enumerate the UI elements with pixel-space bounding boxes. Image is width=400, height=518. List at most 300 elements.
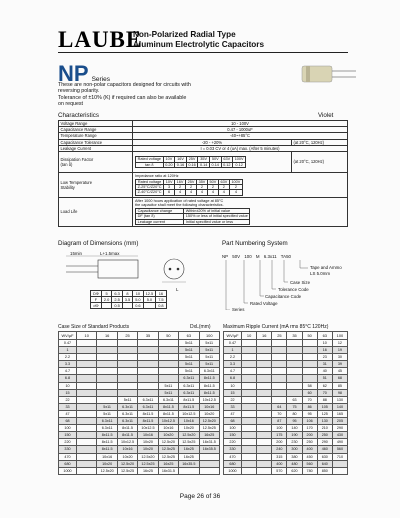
table-cell (287, 389, 302, 396)
table-cell: 8x11.5 (138, 418, 158, 425)
pn-capacitance: 100 (244, 254, 252, 259)
voltage-cell: 100V (229, 179, 242, 184)
table-row (224, 361, 348, 368)
table-cell: 100 (272, 425, 287, 432)
table-cell: 5x11 (179, 361, 199, 368)
table-cell (272, 368, 287, 375)
table-cell: 105 (317, 403, 332, 410)
pn-voltage: 50V (232, 254, 241, 259)
voltage-cell: 35V (198, 157, 210, 162)
dim-cell (101, 303, 111, 309)
table-cell: 10x20 (97, 460, 117, 467)
table-cell: 6.3x11 (97, 425, 117, 432)
char-value: I = 0.03 CV or 4 (uA) max. (After 5 minutes) (133, 145, 348, 151)
table-cell (242, 368, 257, 375)
table-cell: 106 (302, 418, 317, 425)
table-cell (199, 453, 219, 460)
table-cell: 5x11 (117, 396, 137, 403)
char-row (59, 139, 348, 145)
dissipation-row (59, 152, 348, 173)
table-cell: 205 (332, 418, 347, 425)
table-cell: 640 (317, 460, 332, 467)
table-cell: 400 (302, 446, 317, 453)
table-cell (272, 347, 287, 354)
table-cell (77, 439, 97, 446)
dim-label-d: L (176, 287, 179, 292)
table-cell: 45 (332, 368, 347, 375)
column-header: 100 (332, 332, 347, 340)
dimensions-heading: Diagram of Dimensions (mm) (58, 240, 139, 247)
ratio-cell: 2 (186, 185, 197, 190)
dimension-table (90, 290, 167, 309)
table-row (59, 460, 220, 467)
table-row (59, 439, 220, 446)
table-cell: 60 (302, 389, 317, 396)
table-cell: 710 (332, 453, 347, 460)
table-cell: 16x31.5 (199, 439, 219, 446)
row-capacitance: 6.8 (224, 375, 242, 382)
table-cell: 12.5x25 (138, 460, 158, 467)
table-cell (257, 375, 272, 382)
table-cell: 40 (317, 368, 332, 375)
dim-label-15min: 15min (70, 251, 82, 256)
column-header: 63 (317, 332, 332, 340)
table-cell (97, 361, 117, 368)
case-size-header-row (59, 332, 220, 340)
table-cell: 16x25 (199, 432, 219, 439)
ratio-cell: 2 (218, 185, 229, 190)
load-life-item: DF (tan δ) (136, 214, 184, 219)
table-cell (242, 389, 257, 396)
table-cell: 16 (317, 347, 332, 354)
voltage-cell: 16V (175, 157, 187, 162)
load-life-line: After 1000 hours application of rated voltage at 85°C (135, 198, 224, 203)
table-cell: 10x20 (138, 446, 158, 453)
row-capacitance: 47 (224, 410, 242, 417)
table-cell (77, 432, 97, 439)
table-cell (257, 368, 272, 375)
corner-cell: WV/µF (59, 332, 77, 340)
column-header: 16 (97, 332, 117, 340)
dim-cell: 5.0 (133, 297, 143, 303)
pn-legend-voltage: Rated Voltage (250, 301, 278, 306)
table-cell (242, 410, 257, 417)
table-cell (242, 432, 257, 439)
char-label: Temperature Range (59, 133, 133, 139)
corner-cell: WV/µF (224, 332, 242, 340)
table-cell (302, 375, 317, 382)
row-capacitance: 1000 (59, 467, 77, 474)
table-row (59, 375, 220, 382)
table-cell: 10x16 (97, 453, 117, 460)
dim-cell: 5.0 (143, 297, 156, 303)
table-cell (138, 354, 158, 361)
dim-cell (122, 303, 132, 309)
row-capacitance: 3.3 (224, 361, 242, 368)
header-title-line1: Non-Polarized Radial Type (133, 30, 236, 39)
table-cell (302, 368, 317, 375)
intro-text (58, 82, 258, 108)
table-cell (77, 361, 97, 368)
table-cell: 140 (287, 425, 302, 432)
table-cell: 5x11 (179, 340, 199, 347)
table-cell: 16x25 (158, 460, 178, 467)
table-cell: 16x25 (138, 467, 158, 474)
table-row (224, 432, 348, 439)
low-temp-label (59, 173, 133, 198)
table-cell (242, 418, 257, 425)
table-cell (257, 453, 272, 460)
table-cell: 8x11.5 (97, 439, 117, 446)
table-cell (302, 361, 317, 368)
table-cell: 31 (317, 361, 332, 368)
table-cell: 5x11 (199, 340, 219, 347)
table-cell: 12.5x25 (117, 467, 137, 474)
intro-line: Tolerance of ±10% (K) if required can also be available (58, 94, 187, 101)
voltage-cell: 10V (164, 179, 175, 184)
table-cell (138, 340, 158, 347)
table-row (224, 340, 348, 347)
table-cell (97, 375, 117, 382)
dim-row (91, 303, 167, 309)
table-cell: 8x11.5 (97, 432, 117, 439)
table-cell (302, 347, 317, 354)
table-cell: 5x11 (97, 410, 117, 417)
table-cell: 140 (332, 403, 347, 410)
table-cell: 125 (317, 410, 332, 417)
load-life-item: Leakage current (136, 219, 184, 224)
table-cell: 51 (317, 375, 332, 382)
load-life-spec: Initial specified value or less (184, 219, 250, 224)
table-cell: 10x20 (199, 410, 219, 417)
table-cell (272, 389, 287, 396)
table-cell: 315 (272, 453, 287, 460)
case-size-body (59, 340, 220, 475)
table-cell: 6.3x11 (158, 396, 178, 403)
table-cell: 5x11 (199, 347, 219, 354)
table-cell (77, 403, 97, 410)
row-capacitance: 330 (59, 446, 77, 453)
char-note: (at 20°C, 120Hz) (292, 139, 348, 145)
table-row (59, 410, 220, 417)
row-capacitance: 100 (59, 425, 77, 432)
corner-wv: WV (61, 333, 68, 338)
table-cell: 6.3x11 (199, 368, 219, 375)
table-cell: 780 (302, 467, 317, 474)
table-cell: 10x20 (117, 453, 137, 460)
table-cell: 8x11.5 (199, 375, 219, 382)
tan-cell: 0.12 (233, 162, 246, 167)
table-cell (158, 375, 178, 382)
low-temp-row (59, 173, 348, 198)
table-cell (332, 467, 347, 474)
column-header: 25 (272, 332, 287, 340)
pn-series: NP (222, 254, 229, 259)
table-cell (77, 347, 97, 354)
table-cell: 16x25 (179, 453, 199, 460)
table-cell (117, 368, 137, 375)
table-cell (242, 340, 257, 347)
low-temp-cell (133, 173, 348, 198)
table-row (59, 340, 220, 347)
ratio-cell: 3 (164, 185, 175, 190)
char-label: Capacitance Range (59, 127, 133, 133)
tan-label: tan δ (136, 162, 164, 167)
table-cell: 10x12.5 (179, 410, 199, 417)
dissipation-cell (133, 152, 292, 173)
table-cell: 380 (287, 453, 302, 460)
table-cell: 8x11.5 (158, 403, 178, 410)
header-divider (58, 52, 348, 53)
table-cell (77, 389, 97, 396)
row-capacitance: 150 (59, 432, 77, 439)
table-cell: 10x16 (117, 446, 137, 453)
column-header: 10 (242, 332, 257, 340)
table-cell (117, 354, 137, 361)
table-row (59, 382, 220, 389)
table-cell (272, 354, 287, 361)
row-capacitance: 4.7 (224, 368, 242, 375)
dissipation-label-line: Dissipation Factor (60, 157, 94, 163)
brand-logo: LAUBE (58, 27, 143, 52)
dim-cell: 0.6 (133, 303, 143, 309)
table-cell (257, 467, 272, 474)
ratio-cell: 6 (164, 190, 175, 195)
table-cell: 16x35.5 (199, 446, 219, 453)
table-cell (257, 460, 272, 467)
table-row (224, 382, 348, 389)
voltage-cell: 63V (218, 179, 229, 184)
row-capacitance: 68 (224, 418, 242, 425)
color-note: Violet (318, 112, 334, 119)
corner-uf: µF (68, 333, 74, 338)
table-cell: 10x12.5 (117, 439, 137, 446)
table-row (59, 432, 220, 439)
table-cell: 450 (302, 453, 317, 460)
low-temp-label-line: Stability (60, 184, 75, 190)
table-cell: 80 (287, 410, 302, 417)
table-cell: 63 (287, 396, 302, 403)
table-cell: 8x11.5 (138, 410, 158, 417)
row-capacitance: 680 (59, 460, 77, 467)
table-cell (287, 368, 302, 375)
table-cell (242, 453, 257, 460)
table-cell: 70 (302, 396, 317, 403)
table-cell (272, 382, 287, 389)
table-cell: 5x11 (199, 361, 219, 368)
table-cell (257, 361, 272, 368)
table-cell: 6.3x11 (117, 410, 137, 417)
column-header: 50 (302, 332, 317, 340)
table-cell: 6.3x11 (117, 418, 137, 425)
table-cell: 12.5x20 (179, 432, 199, 439)
table-cell: 12.5x20 (158, 439, 178, 446)
row-capacitance: 22 (59, 396, 77, 403)
table-cell: 19 (332, 347, 347, 354)
tan-cell: 0.16 (186, 162, 198, 167)
table-cell (97, 368, 117, 375)
row-capacitance: 47 (59, 410, 77, 417)
table-cell: 85 (332, 382, 347, 389)
table-cell (242, 467, 257, 474)
table-cell: 10x20 (138, 439, 158, 446)
characteristics-heading: Characteristics (58, 112, 99, 119)
table-cell (138, 382, 158, 389)
table-cell (117, 389, 137, 396)
table-cell (158, 347, 178, 354)
table-cell (272, 340, 287, 347)
table-cell: 290 (332, 425, 347, 432)
row-capacitance: 33 (59, 403, 77, 410)
row-capacitance: 470 (59, 453, 77, 460)
pn-legend-series: Series (232, 307, 245, 312)
table-cell (257, 354, 272, 361)
load-life-cell (133, 197, 348, 226)
tan-cell: 0.12 (221, 162, 233, 167)
header-title (133, 30, 264, 49)
table-cell (138, 389, 158, 396)
char-label: Capacitance Tolerance (59, 139, 133, 145)
table-cell (77, 375, 97, 382)
dissipation-note: (at 20°C, 120Hz) (292, 152, 348, 173)
table-cell (257, 396, 272, 403)
table-cell: 88 (317, 396, 332, 403)
table-cell (77, 410, 97, 417)
table-row (59, 347, 220, 354)
tan-cell: 0.14 (198, 162, 210, 167)
table-cell (117, 375, 137, 382)
table-cell (158, 354, 178, 361)
series-code: NP (58, 61, 89, 86)
dim-cell: 0.8 (156, 303, 166, 309)
voltage-cell: 63V (221, 157, 233, 162)
table-cell (199, 467, 219, 474)
tan-cell: 0.14 (209, 162, 221, 167)
pn-legend-ls: LS 5.0mm (310, 271, 331, 276)
table-row (224, 453, 348, 460)
table-cell: 12.5x25 (158, 453, 178, 460)
table-cell: 68 (332, 375, 347, 382)
table-cell (77, 340, 97, 347)
table-cell: 10x12.5 (158, 418, 178, 425)
ripple-heading: Maximum Ripple Current (mA rms 85°C 120Hz) (223, 324, 329, 330)
table-row (59, 453, 220, 460)
corner-uf: µF (233, 333, 239, 338)
table-cell (257, 439, 272, 446)
ratio-label: Z-40°C/Z20°C (136, 190, 164, 195)
pn-legend-case: Case Size (290, 280, 311, 285)
table-cell: 6.3x11 (117, 403, 137, 410)
table-row (224, 460, 348, 467)
table-cell: 12.5x20 (138, 453, 158, 460)
table-row (59, 368, 220, 375)
ratio-cell: 4 (175, 190, 186, 195)
table-cell: 5x11 (179, 347, 199, 354)
table-row (224, 439, 348, 446)
table-cell: 8x11.5 (179, 396, 199, 403)
table-cell (242, 361, 257, 368)
table-cell (287, 375, 302, 382)
table-cell (179, 467, 199, 474)
table-cell: 8x11.5 (97, 446, 117, 453)
table-cell: 95 (302, 410, 317, 417)
table-cell: 23 (317, 354, 332, 361)
ratio-cell: 4 (207, 190, 218, 195)
ripple-table (223, 331, 348, 475)
voltage-cell: 50V (207, 179, 218, 184)
pn-tape: TA50 (280, 254, 291, 259)
char-value: 0.47 - 1000uF (133, 127, 348, 133)
table-row (224, 403, 348, 410)
table-cell (97, 347, 117, 354)
row-capacitance: 1 (59, 347, 77, 354)
ratio-cell: 4 (196, 190, 207, 195)
table-cell (77, 467, 97, 474)
pn-legend-capacitance: Capacitance Code (265, 294, 302, 299)
load-life-item: Capacitance change (136, 209, 184, 214)
table-cell: 10 (317, 340, 332, 347)
row-capacitance: 680 (224, 460, 242, 467)
table-cell (242, 347, 257, 354)
corner-wv: WV (226, 333, 233, 338)
table-cell: 250 (317, 432, 332, 439)
table-cell: 300 (287, 446, 302, 453)
ripple-body (224, 340, 348, 475)
dim-label-l15: L+1.5max (100, 251, 120, 256)
intro-line: reversing polarity. (58, 88, 100, 95)
row-capacitance: 1 (224, 347, 242, 354)
table-cell: 8x11.5 (117, 425, 137, 432)
table-row (224, 467, 348, 474)
voltage-label: Rated voltage (136, 157, 164, 162)
row-capacitance: 2.2 (59, 354, 77, 361)
row-capacitance: 220 (59, 439, 77, 446)
table-cell: 10x16 (138, 432, 158, 439)
table-cell: 6.3x11 (179, 382, 199, 389)
dim-cell: 6.3 (112, 291, 122, 297)
ratio-cell: 2 (196, 185, 207, 190)
table-cell (138, 375, 158, 382)
table-cell: 12 (332, 340, 347, 347)
table-cell: 87 (272, 418, 287, 425)
voltage-cell: 25V (186, 179, 197, 184)
pn-case: 6.3x11 (263, 254, 277, 259)
ratio-label: Z-25°C/Z20°C (136, 185, 164, 190)
table-cell (77, 418, 97, 425)
row-capacitance: 15 (59, 389, 77, 396)
table-cell: 130 (332, 396, 347, 403)
row-capacitance: 4.7 (59, 368, 77, 375)
table-cell (138, 361, 158, 368)
table-cell (257, 347, 272, 354)
table-cell (257, 418, 272, 425)
case-size-table (58, 331, 220, 475)
dim-cell: 8 (122, 291, 132, 297)
dissipation-table (135, 156, 246, 168)
table-row (224, 375, 348, 382)
column-header: 10 (77, 332, 97, 340)
table-row (224, 446, 348, 453)
row-capacitance: 1000 (224, 467, 242, 474)
table-cell: 16x25 (179, 446, 199, 453)
table-cell: 8x11.5 (199, 389, 219, 396)
table-cell: 250 (302, 439, 317, 446)
pn-tolerance: M (255, 254, 260, 259)
table-cell: 8x11.5 (117, 432, 137, 439)
table-cell: 5x11 (158, 382, 178, 389)
table-cell: 10x12.5 (138, 425, 158, 432)
table-cell (77, 460, 97, 467)
